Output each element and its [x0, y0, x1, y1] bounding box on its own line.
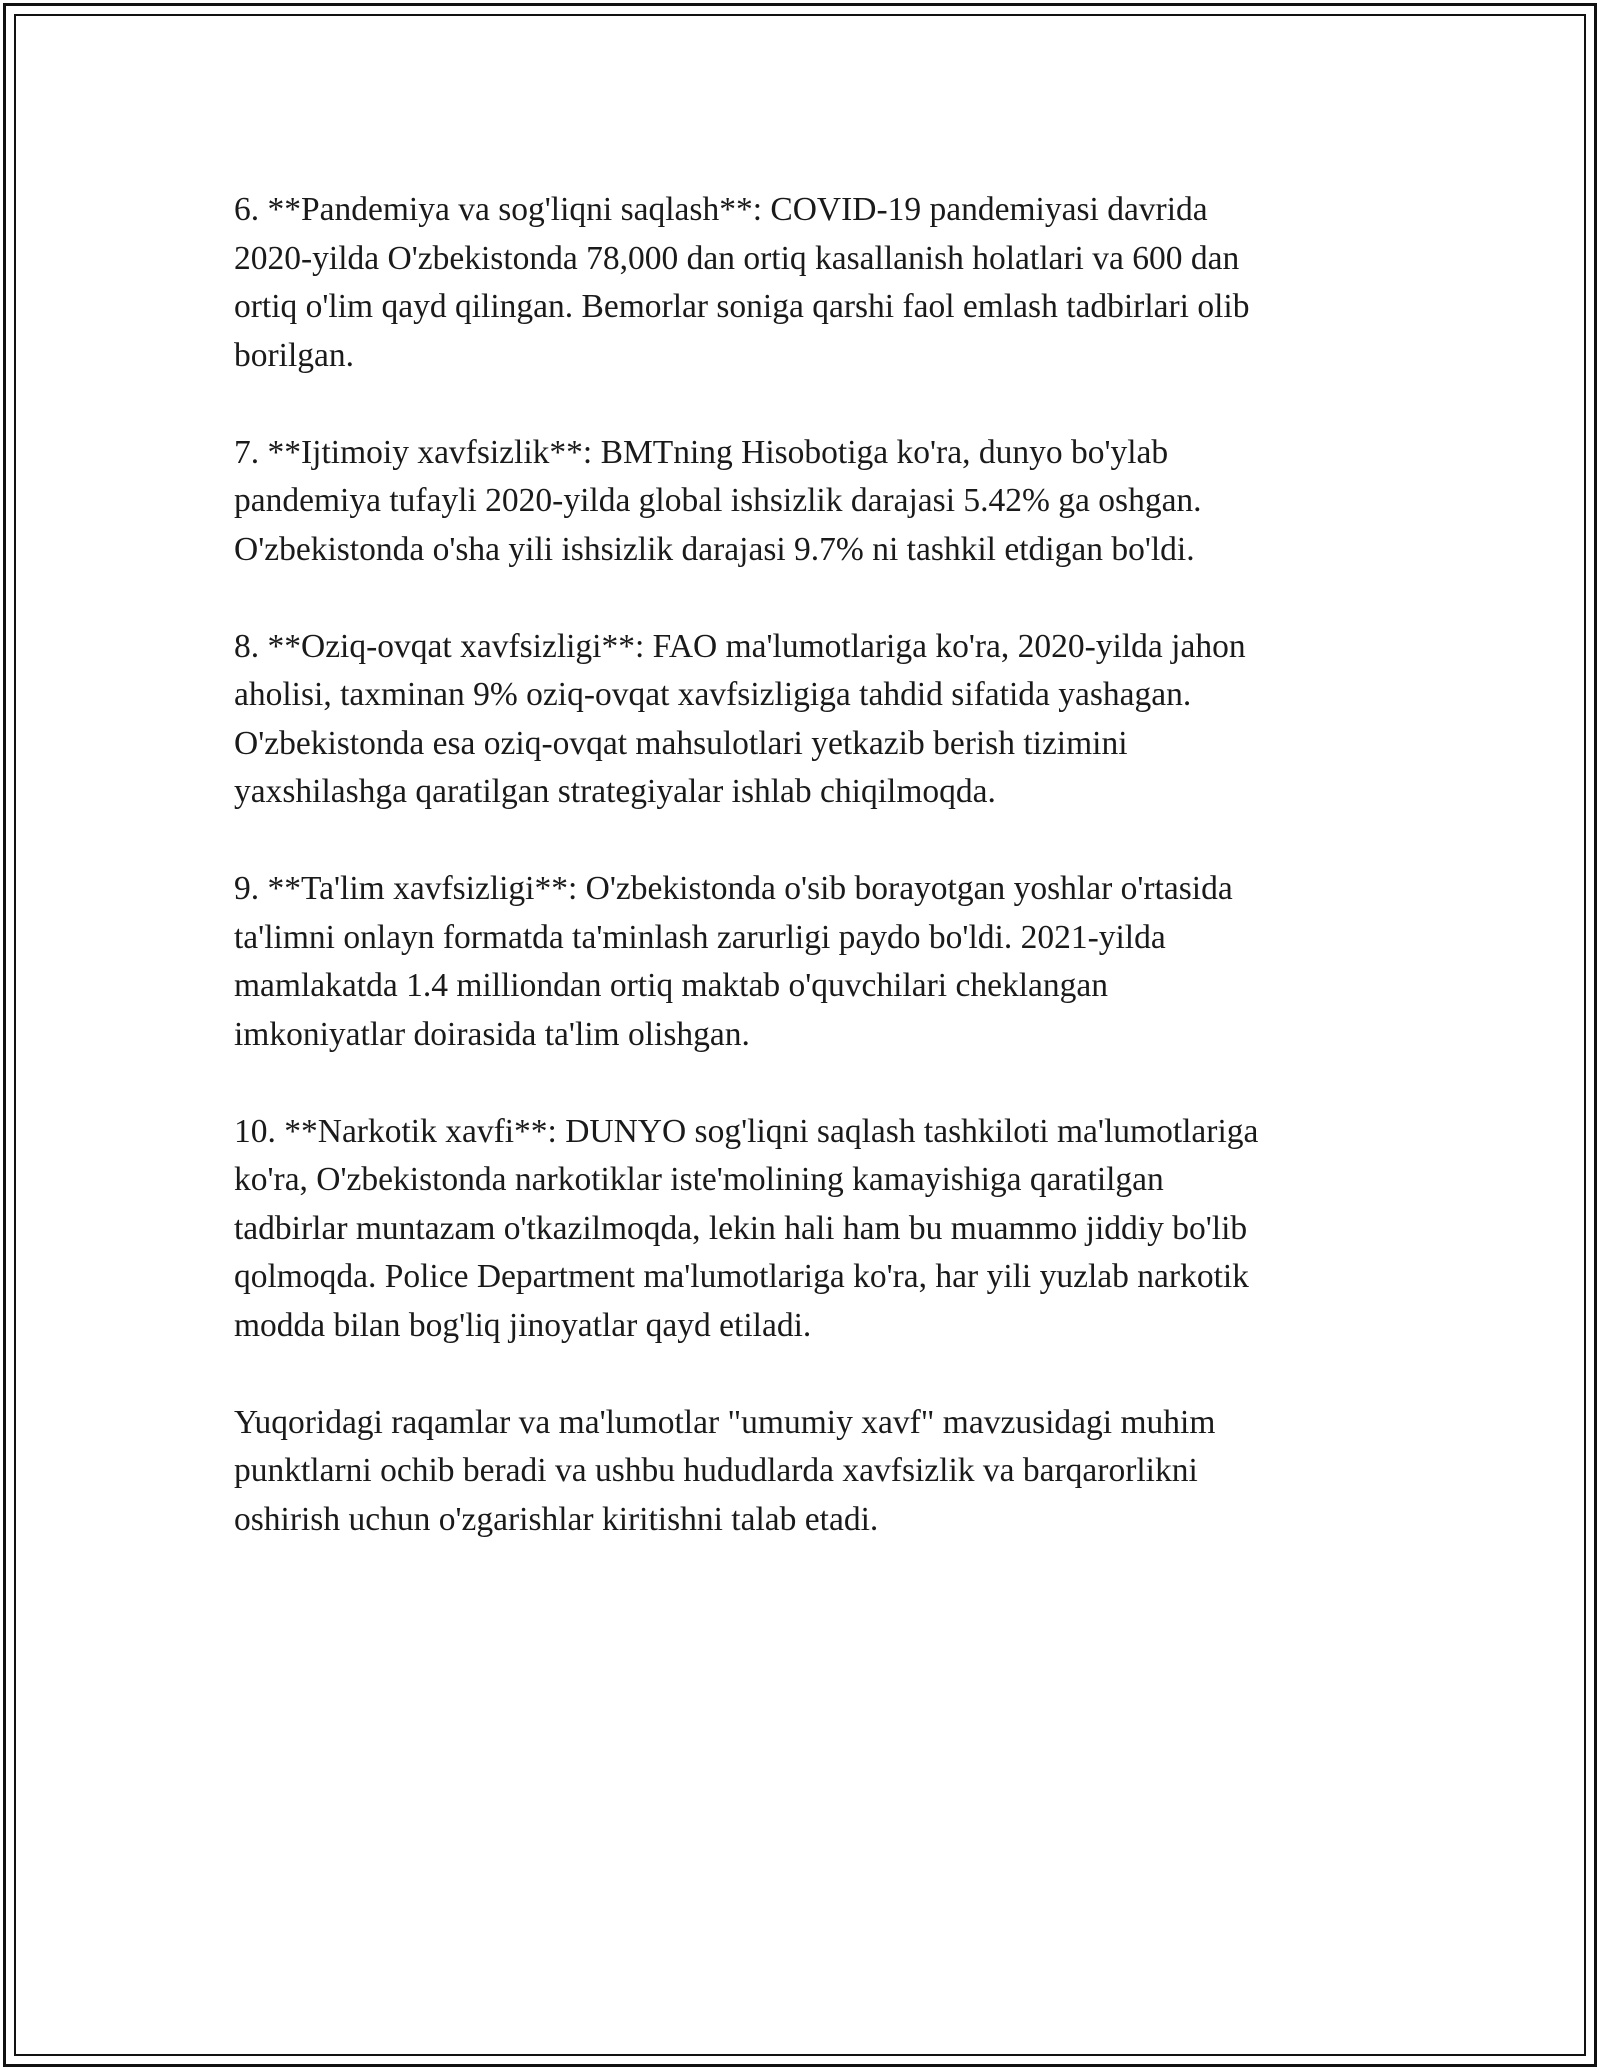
paragraph-pandemic-health: 6. **Pandemiya va sog'liqni saqlash**: COVID-19 pandemiyasi davrida 2020-yilda O'zbekistonda 78,000 dan ortiq kasallanish holatlari va 600 dan ortiq o'lim qayd qilingan. Bemorlar soniga qarshi faol emlash tadbirlari olib borilgan. [234, 191, 1250, 374]
paragraph-conclusion: Yuqoridagi raqamlar va ma'lumotlar "umumiy xavf" mavzusidagi muhim punktlarni ochib beradi va ushbu hududlarda xavfsizlik va barqarorlikni oshirish uchun o'zgarishlar kiritishni talab etadi. [234, 1403, 1216, 1538]
paragraph-food-security: 8. **Oziq-ovqat xavfsizligi**: FAO ma'lumotlariga ko'ra, 2020-yilda jahon aholisi, taxminan 9% oziq-ovqat xavfsizligiga tahdid sifatida yashagan. O'zbekistonda esa oziq-ovqat mahsulotlari yetkazib berish tizimini yaxshilashga qaratilgan strategiyalar ishlab chiqilmoqda. [234, 627, 1246, 810]
document-body [234, 186, 1384, 1593]
paragraph-social-security: 7. **Ijtimoiy xavfsizlik**: BMTning Hisobotiga ko'ra, dunyo bo'ylab pandemiya tufayli 2020-yilda global ishsizlik darajasi 5.42% ga oshgan. O'zbekistonda o'sha yili ishsizlik darajasi 9.7% ni tashkil etdigan bo'ldi. [234, 433, 1202, 568]
paragraph-education-security: 9. **Ta'lim xavfsizligi**: O'zbekistonda o'sib borayotgan yoshlar o'rtasida ta'limni onlayn formatda ta'minlash zarurligi paydo bo'ldi. 2021-yilda mamlakatda 1.4 milliondan ortiq maktab o'quvchilari cheklangan imkoniyatlar doirasida ta'lim olishgan. [234, 870, 1233, 1053]
paragraph-narcotics-risk: 10. **Narkotik xavfi**: DUNYO sog'liqni saqlash tashkiloti ma'lumotlariga ko'ra, O'zbekistonda narkotiklar iste'molining kamayishiga qaratilgan tadbirlar muntazam o'tkazilmoqda, lekin hali ham bu muammo jiddiy bo'lib qolmoqda. Police Department ma'lumotlariga ko'ra, har yili yuzlab narkotik modda bilan bog'liq jinoyatlar qayd etiladi. [234, 1112, 1259, 1344]
